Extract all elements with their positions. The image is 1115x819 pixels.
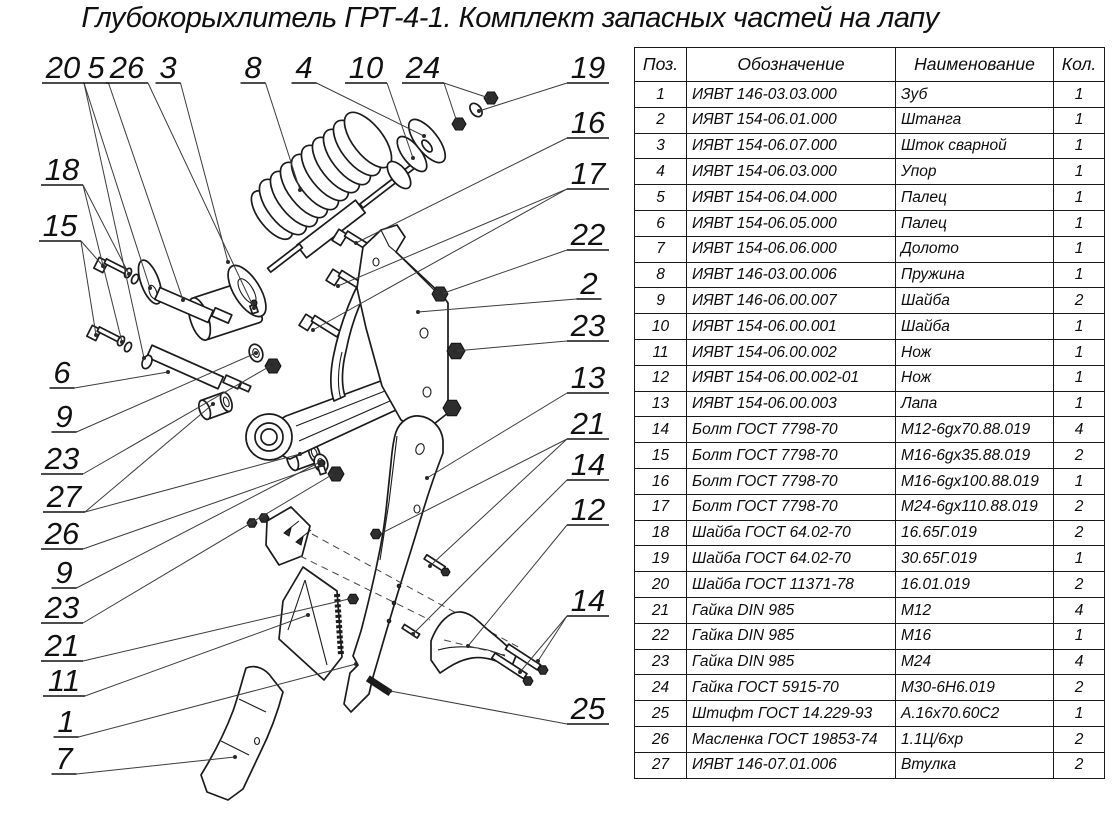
table-row bbox=[635, 159, 1105, 185]
svg-text:25: 25 bbox=[570, 691, 606, 726]
cell-qty: 1 bbox=[1054, 159, 1105, 185]
svg-text:24: 24 bbox=[405, 50, 441, 85]
cell-qty: 1 bbox=[1054, 468, 1105, 494]
cell-designation: Болт ГОСТ 7798-70 bbox=[687, 468, 896, 494]
cell-name: А.16х70.60С2 bbox=[896, 701, 1054, 727]
callout-12 bbox=[466, 492, 609, 648]
table-row bbox=[635, 701, 1105, 727]
cell-qty: 1 bbox=[1054, 133, 1105, 159]
table-row bbox=[635, 572, 1105, 598]
cell-designation: ИЯВТ 154-06.06.000 bbox=[687, 236, 896, 262]
table-row bbox=[635, 597, 1105, 623]
cell-position: 21 bbox=[635, 597, 687, 623]
table-row bbox=[635, 391, 1105, 417]
cell-position: 12 bbox=[635, 365, 687, 391]
cell-designation: Штифт ГОСТ 14.229-93 bbox=[687, 701, 896, 727]
callout-23 bbox=[453, 308, 609, 353]
cell-position: 27 bbox=[635, 752, 687, 778]
table-row bbox=[635, 443, 1105, 469]
cell-designation: Шайба ГОСТ 11371-78 bbox=[687, 572, 896, 598]
cell-designation: ИЯВТ 154-06.04.000 bbox=[687, 185, 896, 211]
cell-name: М24-6gх110.88.019 bbox=[896, 494, 1054, 520]
callout-25 bbox=[388, 689, 609, 726]
svg-text:3: 3 bbox=[159, 50, 177, 85]
stop-disc-part bbox=[383, 92, 498, 193]
cell-designation: ИЯВТ 146-07.01.006 bbox=[687, 752, 896, 778]
cell-name: Лапа bbox=[896, 391, 1054, 417]
table-row bbox=[635, 623, 1105, 649]
svg-text:23: 23 bbox=[570, 308, 606, 343]
cell-name: Пружина bbox=[896, 262, 1054, 288]
cell-name: М12-6gх70.88.019 bbox=[896, 417, 1054, 443]
cell-position: 5 bbox=[635, 185, 687, 211]
cell-designation: Гайка DIN 985 bbox=[687, 597, 896, 623]
svg-text:8: 8 bbox=[244, 50, 262, 85]
svg-text:13: 13 bbox=[570, 360, 606, 395]
cell-qty: 1 bbox=[1054, 210, 1105, 236]
cell-position: 19 bbox=[635, 546, 687, 572]
table-row bbox=[635, 133, 1105, 159]
parts-table-wrap bbox=[634, 47, 1105, 779]
cell-qty: 1 bbox=[1054, 365, 1105, 391]
svg-text:26: 26 bbox=[109, 50, 145, 85]
svg-text:17: 17 bbox=[570, 156, 606, 191]
table-row bbox=[635, 107, 1105, 133]
cell-qty: 1 bbox=[1054, 262, 1105, 288]
cell-designation: ИЯВТ 154-06.07.000 bbox=[687, 133, 896, 159]
bushing-27a bbox=[197, 391, 235, 421]
cell-qty: 1 bbox=[1054, 391, 1105, 417]
cell-designation: Масленка ГОСТ 19853-74 bbox=[687, 726, 896, 752]
cell-qty: 1 bbox=[1054, 623, 1105, 649]
cell-name: М24 bbox=[896, 649, 1054, 675]
cell-qty: 2 bbox=[1054, 572, 1105, 598]
table-row bbox=[635, 185, 1105, 211]
cell-position: 20 bbox=[635, 572, 687, 598]
cell-position: 8 bbox=[635, 262, 687, 288]
cell-qty: 1 bbox=[1054, 107, 1105, 133]
svg-text:15: 15 bbox=[42, 208, 78, 243]
bolt-small-1 bbox=[424, 555, 450, 576]
cell-position: 6 bbox=[635, 210, 687, 236]
cell-qty: 1 bbox=[1054, 236, 1105, 262]
callout-1 bbox=[54, 662, 359, 739]
cell-position: 18 bbox=[635, 520, 687, 546]
cell-position: 11 bbox=[635, 339, 687, 365]
cell-name: Палец bbox=[896, 210, 1054, 236]
svg-text:4: 4 bbox=[295, 50, 313, 85]
cell-designation: Гайка DIN 985 bbox=[687, 649, 896, 675]
table-row bbox=[635, 288, 1105, 314]
svg-text:9: 9 bbox=[55, 399, 73, 434]
nut-23d bbox=[443, 400, 461, 416]
column-header: Кол. bbox=[1054, 48, 1105, 82]
cell-name: Нож bbox=[896, 365, 1054, 391]
cell-qty: 2 bbox=[1054, 520, 1105, 546]
cell-name: 16.65Г.019 bbox=[896, 520, 1054, 546]
callout-15 bbox=[39, 208, 105, 337]
cell-position: 24 bbox=[635, 675, 687, 701]
table-row bbox=[635, 546, 1105, 572]
cell-designation: Болт ГОСТ 7798-70 bbox=[687, 417, 896, 443]
svg-text:9: 9 bbox=[55, 555, 73, 590]
svg-text:18: 18 bbox=[44, 152, 80, 187]
cell-position: 17 bbox=[635, 494, 687, 520]
pin-lower-part bbox=[140, 345, 251, 392]
table-row bbox=[635, 314, 1105, 340]
cell-position: 23 bbox=[635, 649, 687, 675]
cell-name: М12 bbox=[896, 597, 1054, 623]
svg-text:5: 5 bbox=[87, 50, 105, 85]
table-row bbox=[635, 236, 1105, 262]
column-header: Обозначение bbox=[687, 48, 896, 82]
cell-name: Упор bbox=[896, 159, 1054, 185]
tine-part bbox=[344, 416, 443, 712]
table-row bbox=[635, 210, 1105, 236]
cell-name: М16-6gх100.88.019 bbox=[896, 468, 1054, 494]
cell-qty: 4 bbox=[1054, 649, 1105, 675]
cell-name: Нож bbox=[896, 339, 1054, 365]
callout-18 bbox=[41, 152, 131, 344]
cell-qty: 1 bbox=[1054, 185, 1105, 211]
cell-name: Зуб bbox=[896, 82, 1054, 108]
cell-designation: Болт ГОСТ 7798-70 bbox=[687, 443, 896, 469]
table-row bbox=[635, 494, 1105, 520]
svg-text:1: 1 bbox=[57, 704, 75, 739]
svg-text:2: 2 bbox=[580, 266, 598, 301]
cell-name: М16-6gх35.88.019 bbox=[896, 443, 1054, 469]
table-row bbox=[635, 417, 1105, 443]
svg-text:7: 7 bbox=[55, 741, 73, 776]
cell-designation: Гайка DIN 985 bbox=[687, 623, 896, 649]
table-row bbox=[635, 82, 1105, 108]
cell-position: 26 bbox=[635, 726, 687, 752]
cell-qty: 1 bbox=[1054, 314, 1105, 340]
bolt-15b bbox=[87, 325, 133, 352]
svg-text:6: 6 bbox=[53, 355, 71, 390]
cell-name: Штанга bbox=[896, 107, 1054, 133]
svg-text:26: 26 bbox=[44, 516, 80, 551]
cell-name: М30-6Н6.019 bbox=[896, 675, 1054, 701]
cell-designation: Гайка ГОСТ 5915-70 bbox=[687, 675, 896, 701]
table-row bbox=[635, 520, 1105, 546]
cell-designation: ИЯВТ 154-06.01.000 bbox=[687, 107, 896, 133]
svg-text:22: 22 bbox=[570, 217, 606, 252]
cell-position: 4 bbox=[635, 159, 687, 185]
cell-designation: Болт ГОСТ 7798-70 bbox=[687, 494, 896, 520]
table-row bbox=[635, 675, 1105, 701]
table-row bbox=[635, 649, 1105, 675]
cell-position: 22 bbox=[635, 623, 687, 649]
cell-designation: ИЯВТ 154-06.05.000 bbox=[687, 210, 896, 236]
cell-designation: ИЯВТ 154-06.00.001 bbox=[687, 314, 896, 340]
cell-designation: ИЯВТ 154-06.00.002-01 bbox=[687, 365, 896, 391]
cell-position: 13 bbox=[635, 391, 687, 417]
table-row bbox=[635, 752, 1105, 778]
svg-text:14: 14 bbox=[570, 583, 606, 618]
svg-text:21: 21 bbox=[44, 628, 80, 663]
cell-qty: 2 bbox=[1054, 726, 1105, 752]
cell-qty: 2 bbox=[1054, 752, 1105, 778]
cell-position: 25 bbox=[635, 701, 687, 727]
cell-designation: ИЯВТ 154-06.00.002 bbox=[687, 339, 896, 365]
bolt-17b bbox=[299, 314, 340, 337]
cell-designation: Шайба ГОСТ 64.02-70 bbox=[687, 520, 896, 546]
svg-text:16: 16 bbox=[570, 105, 606, 140]
cell-position: 3 bbox=[635, 133, 687, 159]
cell-qty: 1 bbox=[1054, 339, 1105, 365]
cell-qty: 4 bbox=[1054, 597, 1105, 623]
cell-name: Шток сварной bbox=[896, 133, 1054, 159]
table-row bbox=[635, 726, 1105, 752]
cell-position: 1 bbox=[635, 82, 687, 108]
cell-designation: ИЯВТ 146-03.00.006 bbox=[687, 262, 896, 288]
table-header-row bbox=[635, 48, 1105, 82]
cell-qty: 1 bbox=[1054, 82, 1105, 108]
cell-qty: 2 bbox=[1054, 494, 1105, 520]
cell-designation: ИЯВТ 146-06.00.007 bbox=[687, 288, 896, 314]
cell-position: 7 bbox=[635, 236, 687, 262]
cell-name: 1.1Ц/6хр bbox=[896, 726, 1054, 752]
cell-position: 15 bbox=[635, 443, 687, 469]
bolt-small-2 bbox=[402, 624, 420, 638]
cell-qty: 1 bbox=[1054, 701, 1105, 727]
cell-name: М16 bbox=[896, 623, 1054, 649]
cell-qty: 4 bbox=[1054, 417, 1105, 443]
column-header: Наименование bbox=[896, 48, 1054, 82]
cell-qty: 2 bbox=[1054, 675, 1105, 701]
svg-text:12: 12 bbox=[570, 492, 606, 527]
cell-name: Шайба bbox=[896, 314, 1054, 340]
cell-position: 9 bbox=[635, 288, 687, 314]
knife-part bbox=[279, 567, 342, 680]
cell-position: 10 bbox=[635, 314, 687, 340]
cell-name: Шайба bbox=[896, 288, 1054, 314]
cell-position: 16 bbox=[635, 468, 687, 494]
table-row bbox=[635, 339, 1105, 365]
cell-name: 16.01.019 bbox=[896, 572, 1054, 598]
cell-name: Втулка bbox=[896, 752, 1054, 778]
svg-text:23: 23 bbox=[44, 441, 80, 476]
svg-text:21: 21 bbox=[570, 406, 606, 441]
page-title: Глубокорыхлитель ГРТ-4-1. Комплект запасных частей на лапу bbox=[81, 2, 939, 34]
cell-designation: ИЯВТ 154-06.00.003 bbox=[687, 391, 896, 417]
svg-text:11: 11 bbox=[47, 663, 81, 698]
callout-3 bbox=[156, 50, 231, 264]
svg-text:10: 10 bbox=[348, 50, 384, 85]
cell-qty: 2 bbox=[1054, 443, 1105, 469]
svg-text:20: 20 bbox=[45, 50, 81, 85]
svg-text:19: 19 bbox=[570, 50, 606, 85]
cell-designation: ИЯВТ 154-06.03.000 bbox=[687, 159, 896, 185]
cell-name: Долото bbox=[896, 236, 1054, 262]
cell-qty: 1 bbox=[1054, 546, 1105, 572]
svg-text:23: 23 bbox=[44, 590, 80, 625]
table-row bbox=[635, 365, 1105, 391]
column-header: Поз. bbox=[635, 48, 687, 82]
bolt-15a bbox=[94, 257, 140, 284]
callout-9 bbox=[52, 351, 259, 434]
spring-part bbox=[244, 105, 400, 246]
cell-name: Палец bbox=[896, 185, 1054, 211]
table-row bbox=[635, 468, 1105, 494]
cell-position: 14 bbox=[635, 417, 687, 443]
callout-19 bbox=[477, 50, 609, 113]
svg-text:27: 27 bbox=[46, 479, 82, 514]
svg-text:14: 14 bbox=[570, 447, 606, 482]
table-row bbox=[635, 262, 1105, 288]
cell-qty: 2 bbox=[1054, 288, 1105, 314]
parts-table bbox=[634, 47, 1105, 779]
cell-position: 2 bbox=[635, 107, 687, 133]
cell-designation: Шайба ГОСТ 64.02-70 bbox=[687, 546, 896, 572]
cell-designation: ИЯВТ 146-03.03.000 bbox=[687, 82, 896, 108]
cell-name: 30.65Г.019 bbox=[896, 546, 1054, 572]
callout-20 bbox=[42, 50, 152, 360]
